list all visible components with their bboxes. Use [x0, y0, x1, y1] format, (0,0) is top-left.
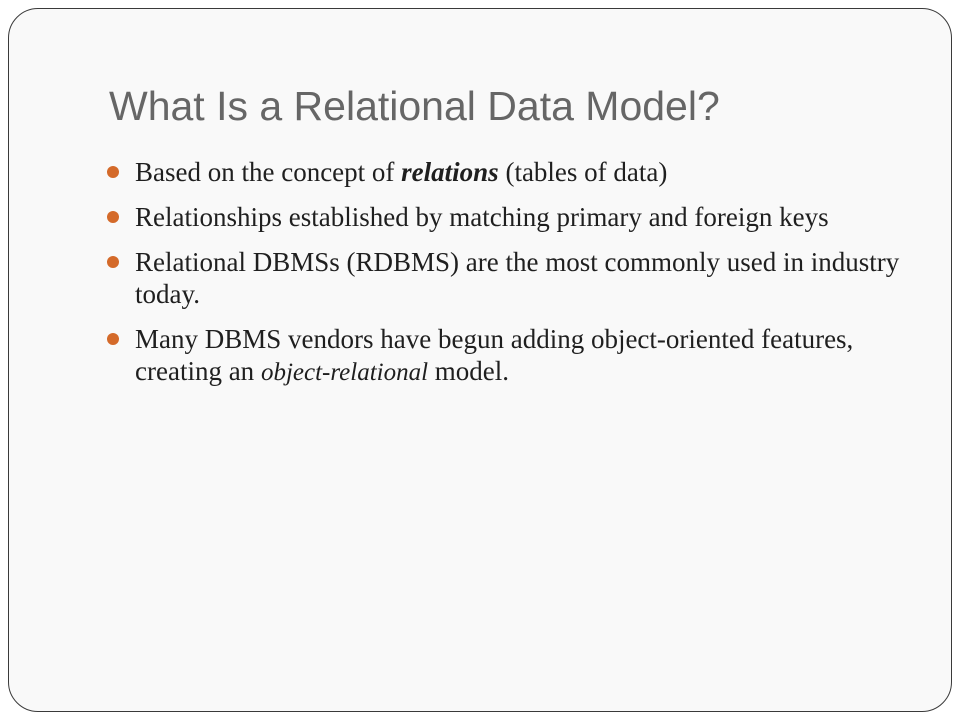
bullet-text: (tables of data) [498, 157, 668, 187]
bullet-item-relationships-keys [107, 201, 907, 233]
bullet-text: Based on the concept of [135, 157, 402, 187]
bullet-item-object-relational [107, 323, 907, 389]
bullet-emphasis: relations [401, 157, 499, 187]
bullet-item-rdbms-usage [107, 246, 907, 310]
bullet-list [107, 156, 907, 402]
bullet-text: Many DBMS vendors have begun adding object-oriented features, creating an [135, 324, 854, 386]
bullet-item-relations-concept [107, 156, 907, 188]
bullet-text: model. [428, 356, 510, 386]
bullet-text: Relational DBMSs (RDBMS) are the most commonly used in industry today. [135, 247, 900, 309]
bullet-dot-icon [107, 166, 119, 178]
bullet-dot-icon [107, 256, 119, 268]
slide-title: What Is a Relational Data Model? [109, 83, 720, 129]
bullet-text: Relationships established by matching primary and foreign keys [135, 202, 829, 232]
bullet-emphasis: object-relational [260, 359, 429, 386]
bullet-dot-icon [107, 333, 119, 345]
bullet-dot-icon [107, 211, 119, 223]
